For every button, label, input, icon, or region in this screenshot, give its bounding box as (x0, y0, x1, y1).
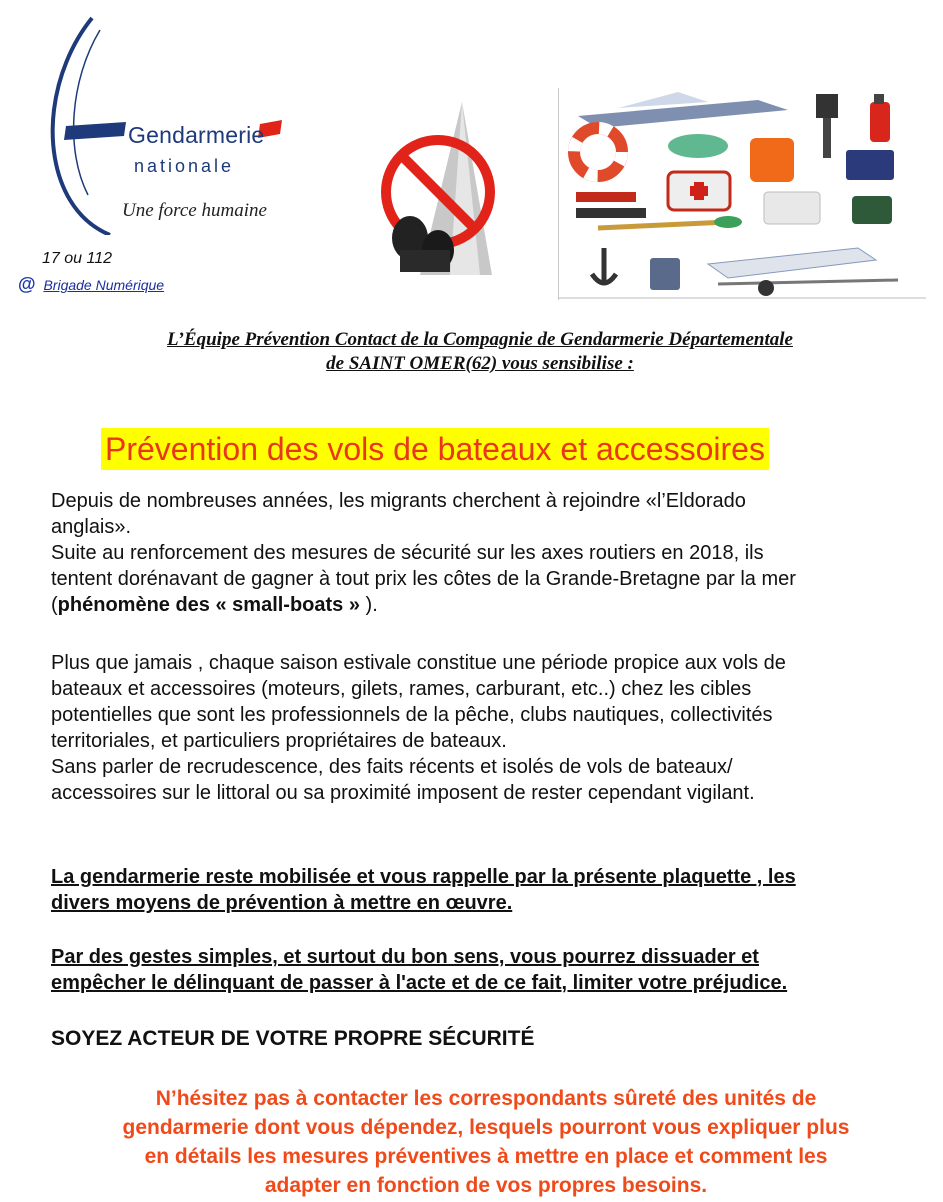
boat-equipment-illustration (558, 88, 926, 300)
mobilisation-line2: divers moyens de prévention à mettre en œuvre. (51, 892, 513, 914)
logo-line2: nationale (134, 156, 235, 176)
paragraph-1 (51, 488, 931, 618)
simple-gestures-notice (51, 944, 931, 996)
paren-open: ( (51, 594, 58, 616)
brigade-link-row (18, 274, 164, 295)
brigade-numerique-link[interactable]: Brigade Numérique (43, 277, 165, 293)
paragraph-1-line4: tentent dorénavant de gagner à tout prix les côtes de la Grande-Bretagne par la mer (51, 568, 796, 590)
gendarmerie-logo (30, 10, 295, 235)
intro-line1: L’Équipe Prévention Contact de la Compagnie de Gendarmerie Départementale (167, 329, 793, 350)
security-slogan: SOYEZ ACTEUR DE VOTRE PROPRE SÉCURITÉ (51, 1027, 535, 1050)
mobilisation-notice (51, 864, 931, 916)
paragraph-1-line5 (51, 592, 931, 618)
gestures-line1: Par des gestes simples, et surtout du bon sens, vous pourrez dissuader et (51, 946, 759, 968)
paragraph-2-line1: Plus que jamais , chaque saison estivale constitue une période propice aux vols de (51, 652, 786, 674)
logo-slogan: Une force humaine (122, 200, 267, 221)
paragraph-2-line6: accessoires sur le littoral ou sa proximité imposent de rester cependant vigilant. (51, 782, 755, 804)
paragraph-2 (51, 650, 931, 806)
paragraph-2-line5: Sans parler de recrudescence, des faits récents et isolés de vols de bateaux/ (51, 756, 733, 778)
no-entry-icon (380, 100, 500, 280)
page-title: Prévention des vols de bateaux et accessoires (101, 428, 769, 470)
equipment-icons (558, 88, 926, 300)
intro-heading (40, 328, 920, 376)
mobilisation-line1: La gendarmerie reste mobilisée et vous rappelle par la présente plaquette , les (51, 866, 796, 888)
gestures-line2: empêcher le délinquant de passer à l'acte et de ce fait, limiter votre préjudice. (51, 972, 788, 994)
contact-line3: en détails les mesures préventives à mettre en place et comment les (144, 1145, 828, 1168)
paragraph-1-line3: Suite au renforcement des mesures de sécurité sur les axes routiers en 2018, ils (51, 542, 764, 564)
no-theft-illustration (380, 100, 500, 280)
paren-close: ). (360, 594, 378, 616)
paragraph-1-line2: anglais». (51, 516, 132, 538)
intro-line2: de SAINT OMER(62) vous sensibilise : (326, 353, 634, 374)
paragraph-2-line2: bateaux et accessoires (moteurs, gilets, rames, carburant, etc..) chez les cibles (51, 678, 752, 700)
contact-line1: N’hésitez pas à contacter les correspondants sûreté des unités de (155, 1087, 817, 1110)
at-icon: @ (18, 274, 36, 294)
paragraph-2-line4: territoriales, et particuliers propriétaires de bateaux. (51, 730, 507, 752)
logo-line1: Gendarmerie (128, 122, 265, 148)
paragraph-1-line1: Depuis de nombreuses années, les migrants cherchent à rejoindre «l’Eldorado (51, 490, 746, 512)
emergency-numbers: 17 ou 112 (42, 250, 112, 267)
paragraph-2-line3: potentielles que sont les professionnels de la pêche, clubs nautiques, collectivités (51, 704, 773, 726)
small-boats-phrase: phénomène des « small-boats » (57, 594, 360, 616)
contact-line2: gendarmerie dont vous dépendez, lesquels pourront vous expliquer plus (122, 1116, 850, 1139)
contact-line4: adapter en fonction de vos propres besoins. (264, 1174, 708, 1197)
contact-message (40, 1084, 932, 1200)
